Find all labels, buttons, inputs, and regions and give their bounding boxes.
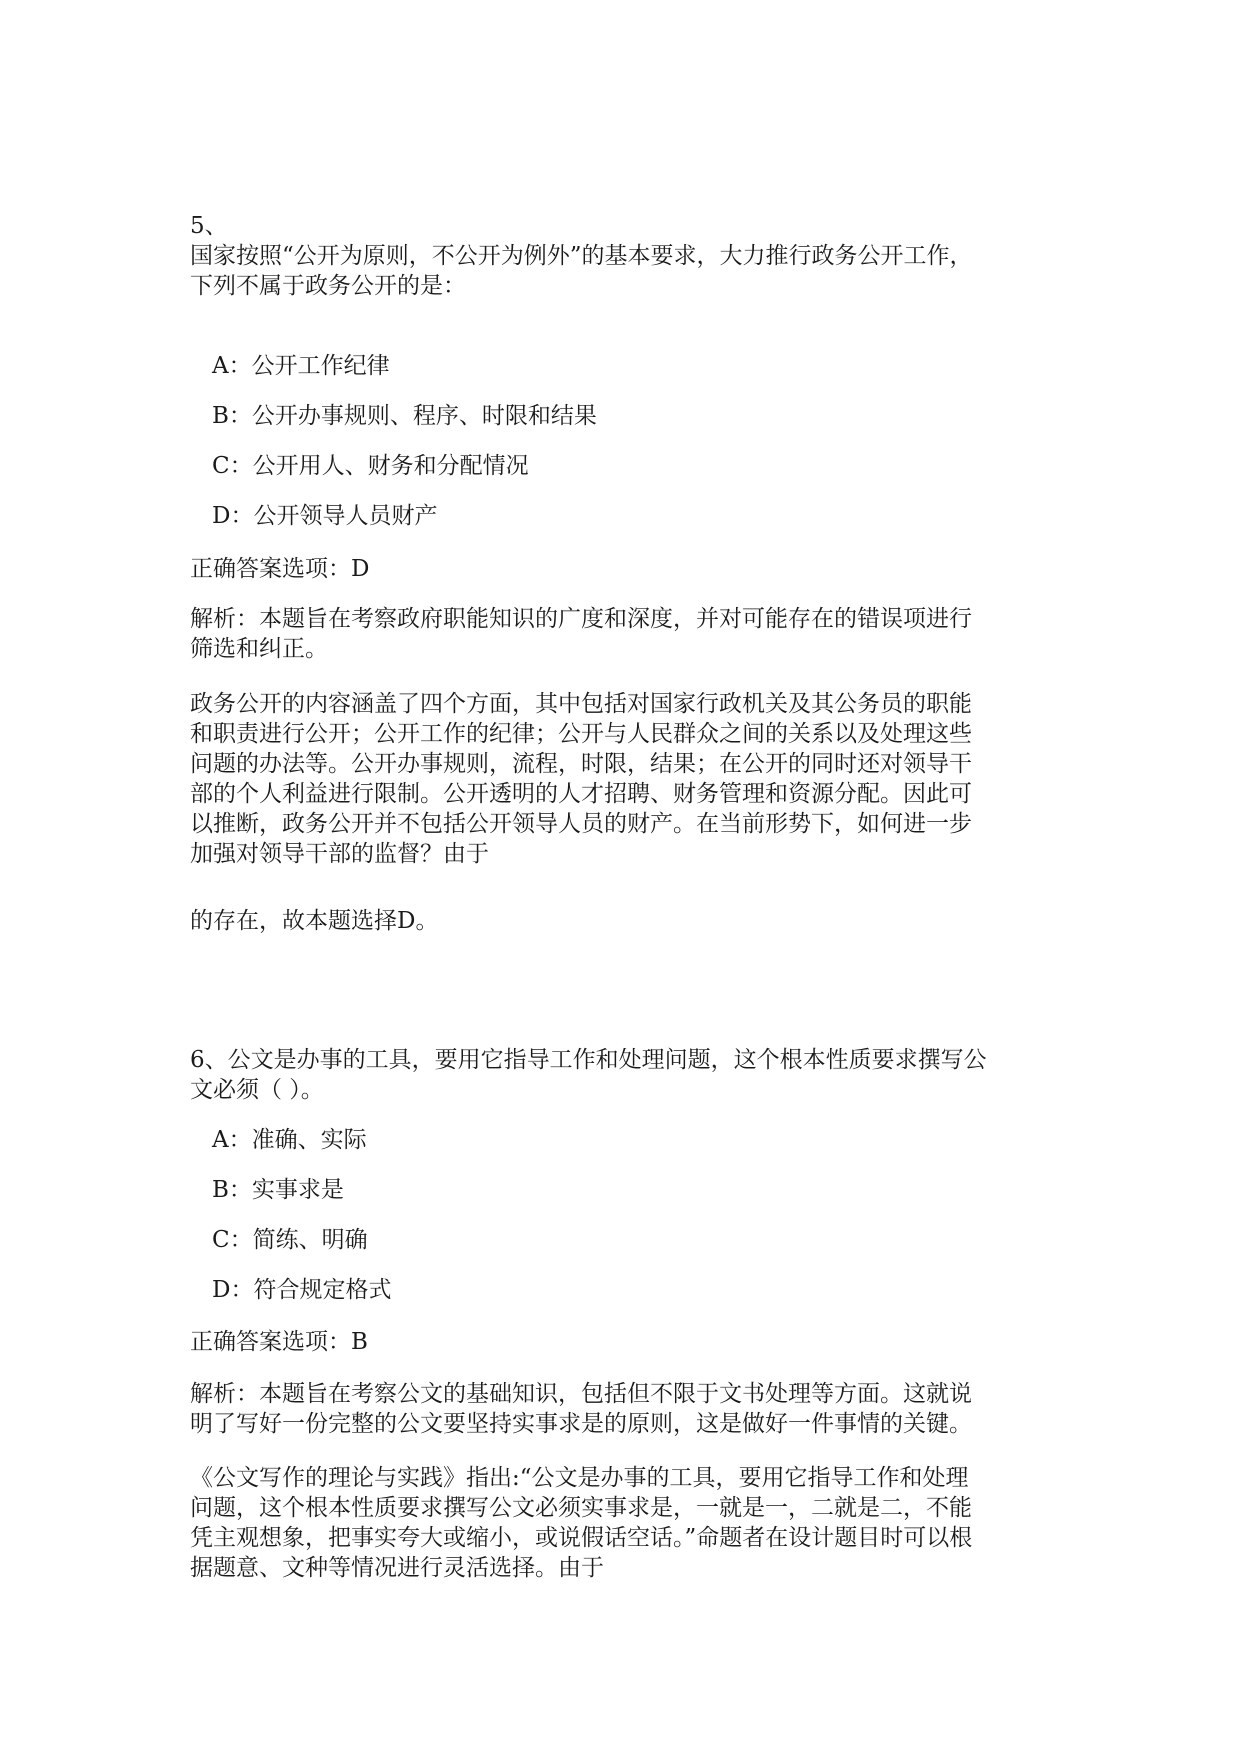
- question-6-detail-line-2: 问题，这个根本性质要求撰写公文必须实事求是，一就是一，二就是二，不能: [190, 1495, 972, 1521]
- question-6-option-c: C：简练、明确: [212, 1227, 368, 1253]
- question-5-conclusion: 的存在，故本题选择D。: [190, 908, 439, 934]
- question-5-stem-line-2: 下列不属于政务公开的是：: [190, 273, 466, 299]
- question-6-stem-line-2: 文必须（ ）。: [190, 1077, 324, 1103]
- question-6-detail-line-1: 《公文写作的理论与实践》指出:“公文是办事的工具，要用它指导工作和处理: [190, 1465, 969, 1491]
- question-5-number: 5、: [190, 213, 228, 239]
- question-5-detail-line-1: 政务公开的内容涵盖了四个方面，其中包括对国家行政机关及其公务员的职能: [190, 691, 972, 717]
- question-6-detail-line-3: 凭主观想象，把事实夸大或缩小，或说假话空话。”命题者在设计题目时可以根: [190, 1525, 973, 1551]
- question-5-detail-line-4: 部的个人利益进行限制。公开透明的人才招聘、财务管理和资源分配。因此可: [190, 781, 972, 807]
- question-6-option-d: D：符合规定格式: [212, 1277, 392, 1303]
- question-5-detail-line-5: 以推断，政务公开并不包括公开领导人员的财产。在当前形势下，如何进一步: [190, 811, 972, 837]
- question-5-detail-line-6: 加强对领导干部的监督？由于: [190, 841, 489, 867]
- question-6-option-b: B：实事求是: [212, 1177, 344, 1203]
- question-5-analysis-line-2: 筛选和纠正。: [190, 636, 328, 662]
- question-6-analysis-line-2: 明了写好一份完整的公文要坚持实事求是的原则，这是做好一件事情的关键。: [190, 1411, 972, 1437]
- question-5-option-a: A：公开工作纪律: [212, 353, 390, 379]
- question-6-stem-line-1: 6、公文是办事的工具，要用它指导工作和处理问题，这个根本性质要求撰写公: [190, 1047, 987, 1073]
- question-5-stem-line-1: 国家按照“公开为原则，不公开为例外”的基本要求，大力推行政务公开工作，: [190, 243, 973, 269]
- question-5-analysis-line-1: 解析：本题旨在考察政府职能知识的广度和深度，并对可能存在的错误项进行: [190, 606, 972, 632]
- question-6-answer: 正确答案选项：B: [190, 1329, 368, 1355]
- question-5-answer: 正确答案选项：D: [190, 556, 370, 582]
- question-6-detail-line-4: 据题意、文种等情况进行灵活选择。由于: [190, 1555, 604, 1581]
- question-5-option-d: D：公开领导人员财产: [212, 503, 438, 529]
- question-5-option-b: B：公开办事规则、程序、时限和结果: [212, 403, 597, 429]
- question-5-detail-line-2: 和职责进行公开；公开工作的纪律；公开与人民群众之间的关系以及处理这些: [190, 721, 972, 747]
- question-5-option-c: C：公开用人、财务和分配情况: [212, 453, 529, 479]
- question-6-analysis-line-1: 解析：本题旨在考察公文的基础知识，包括但不限于文书处理等方面。这就说: [190, 1381, 972, 1407]
- question-6-option-a: A：准确、实际: [212, 1127, 367, 1153]
- question-5-detail-line-3: 问题的办法等。公开办事规则，流程，时限，结果；在公开的同时还对领导干: [190, 751, 972, 777]
